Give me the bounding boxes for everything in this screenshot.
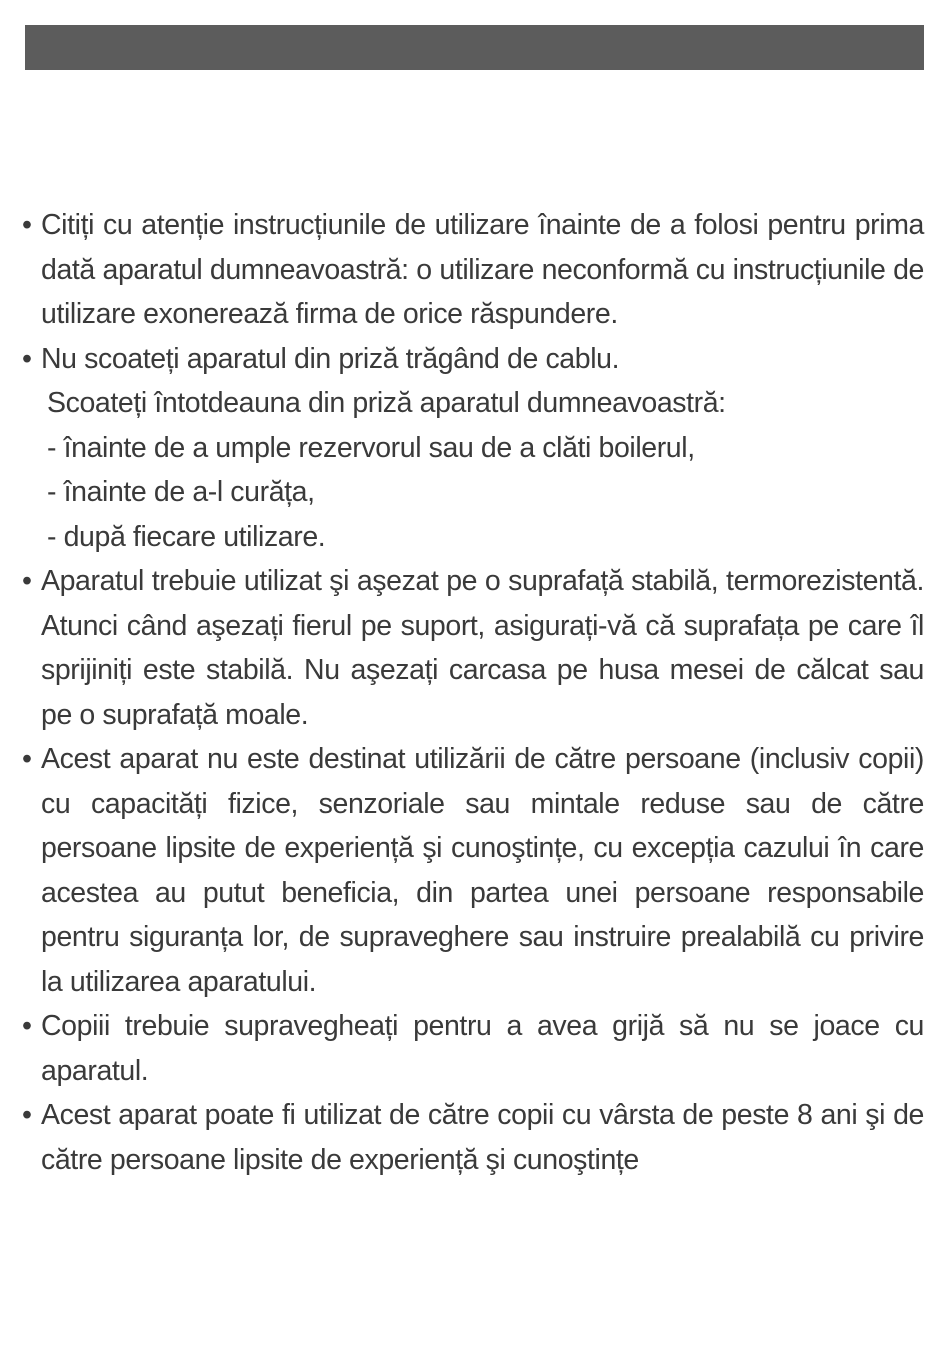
sub-line: - înainte de a-l curăța,: [47, 476, 315, 508]
bullet-marker: •: [22, 743, 32, 775]
bullet-marker: •: [22, 1010, 32, 1042]
list-item-text: Aparatul trebuie utilizat şi aşezat pe o suprafață stabilă, termorezistentă. Atunci când aşezați fierul pe suport, asigurați-vă că suprafața pe care îl sprijiniți este stabilă. Nu aşezați carcasa pe husa mesei de călcat sau pe o suprafață moale.: [41, 565, 924, 731]
list-item: [22, 337, 924, 382]
bullet-marker: •: [22, 342, 32, 375]
sub-line: - după fiecare utilizare.: [47, 520, 326, 553]
list-item-text: Nu scoateți aparatul din priză trăgând de cablu.: [41, 342, 620, 375]
safety-instructions: [22, 203, 924, 1182]
sub-line: - înainte de a umple rezervorul sau de a clăti boilerul,: [47, 431, 695, 464]
bullet-marker: •: [22, 1099, 32, 1131]
bullet-marker: •: [22, 565, 32, 597]
sub-line: Scoateți întotdeauna din priză aparatul dumneavoastră:: [47, 387, 726, 419]
unplug-instructions: [22, 381, 924, 559]
list-item-text: Citiți cu atenție instrucțiunile de utilizare înainte de a folosi pentru prima dată aparatul dumneavoastră: o utilizare neconformă cu instrucțiunile de utilizare exonerează firma de orice răspundere.: [41, 209, 924, 330]
list-item: [22, 559, 924, 737]
bullet-marker: •: [22, 209, 32, 241]
list-item: [22, 737, 924, 1004]
list-item: [22, 1093, 924, 1182]
header-bar: [25, 25, 924, 70]
list-item-text: Copiii trebuie supravegheați pentru a avea grijă să nu se joace cu aparatul.: [41, 1010, 924, 1087]
list-item: [22, 203, 924, 337]
list-item: [22, 1004, 924, 1093]
list-item-text: Acest aparat poate fi utilizat de către copii cu vârsta de peste 8 ani şi de către persoane lipsite de experiență şi cunoştințe: [41, 1099, 924, 1176]
list-item-text: Acest aparat nu este destinat utilizării de către persoane (inclusiv copii) cu capacități fizice, senzoriale sau mintale reduse sau de către persoane lipsite de experiență şi cunoştințe, cu excepția cazului în care acestea au putut beneficia, din partea unei persoane responsabile pentru siguranța lor, de supraveghere sau instruire prealabilă cu privire la utilizarea aparatului.: [41, 743, 924, 998]
